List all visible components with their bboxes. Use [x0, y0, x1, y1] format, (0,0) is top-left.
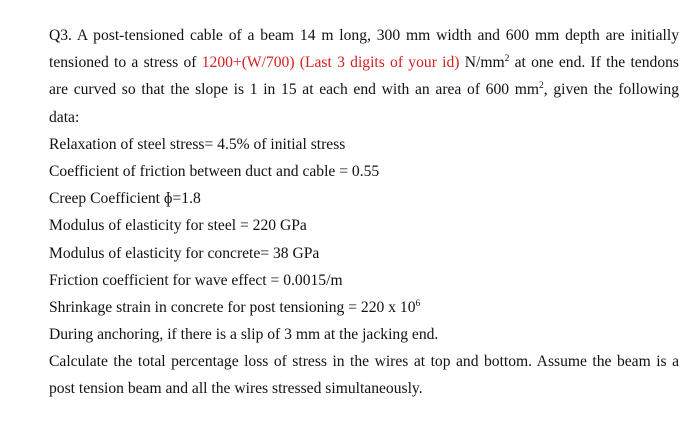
steel-modulus-text: Modulus of elasticity for steel = 220 GPa	[49, 217, 307, 235]
friction-text: Coefficient of friction between duct and cable = 0.55	[49, 162, 380, 180]
creep-text: Creep Coefficient ɸ=1.8	[49, 190, 201, 208]
question-line-3	[49, 76, 679, 103]
task-line-1	[49, 348, 679, 375]
data-item-slip	[49, 321, 679, 348]
area-superscript: 2	[539, 81, 544, 92]
unit-superscript: 2	[504, 54, 510, 65]
relaxation-text: Relaxation of steel stress= 4.5% of initial stress	[49, 135, 346, 153]
data-item-creep	[49, 185, 679, 212]
data-item-concrete-modulus	[49, 240, 679, 267]
question-text-2b: N/mm	[459, 54, 505, 72]
wave-effect-text: Friction coefficient for wave effect = 0.0015/m	[49, 271, 343, 289]
shrinkage-exponent: 6	[415, 298, 421, 309]
question-text-3a: are curved so that the slope is 1 in 15 at each end with an area of 600 mm	[49, 81, 539, 99]
data-item-shrinkage	[49, 294, 679, 321]
task-text-1: Calculate the total percentage loss of stress in the wires at top and bottom. Assume the beam is a	[49, 353, 679, 371]
data-item-friction	[49, 158, 679, 185]
data-item-wave-effect	[49, 267, 679, 294]
shrinkage-text: Shrinkage strain in concrete for post tensioning = 220 x 10	[49, 298, 416, 316]
question-text-3b: , given the following	[543, 81, 679, 99]
concrete-modulus-text: Modulus of elasticity for concrete= 38 GPa	[49, 244, 320, 262]
data-item-steel-modulus	[49, 212, 679, 239]
task-text-2: post tension beam and all the wires stressed simultaneously.	[49, 380, 423, 398]
task-line-2	[49, 375, 679, 402]
data-item-relaxation	[49, 131, 679, 158]
slip-text: During anchoring, if there is a slip of 3 mm at the jacking end.	[49, 326, 439, 344]
question-text-2c: at one end. If the tendons	[509, 54, 679, 72]
question-line-2	[49, 49, 679, 76]
question-text-2a: tensioned to a stress of	[49, 54, 202, 72]
data-heading: data:	[49, 108, 80, 126]
initial-stress-formula: 1200+(W/700) (Last 3 digits of your id)	[201, 54, 460, 72]
question-text-1: Q3. A post-tensioned cable of a beam 14 m long, 300 mm width and 600 mm depth are initially	[49, 27, 679, 44]
question-document	[49, 22, 679, 403]
question-line-1	[49, 22, 679, 49]
question-line-4	[49, 104, 679, 131]
